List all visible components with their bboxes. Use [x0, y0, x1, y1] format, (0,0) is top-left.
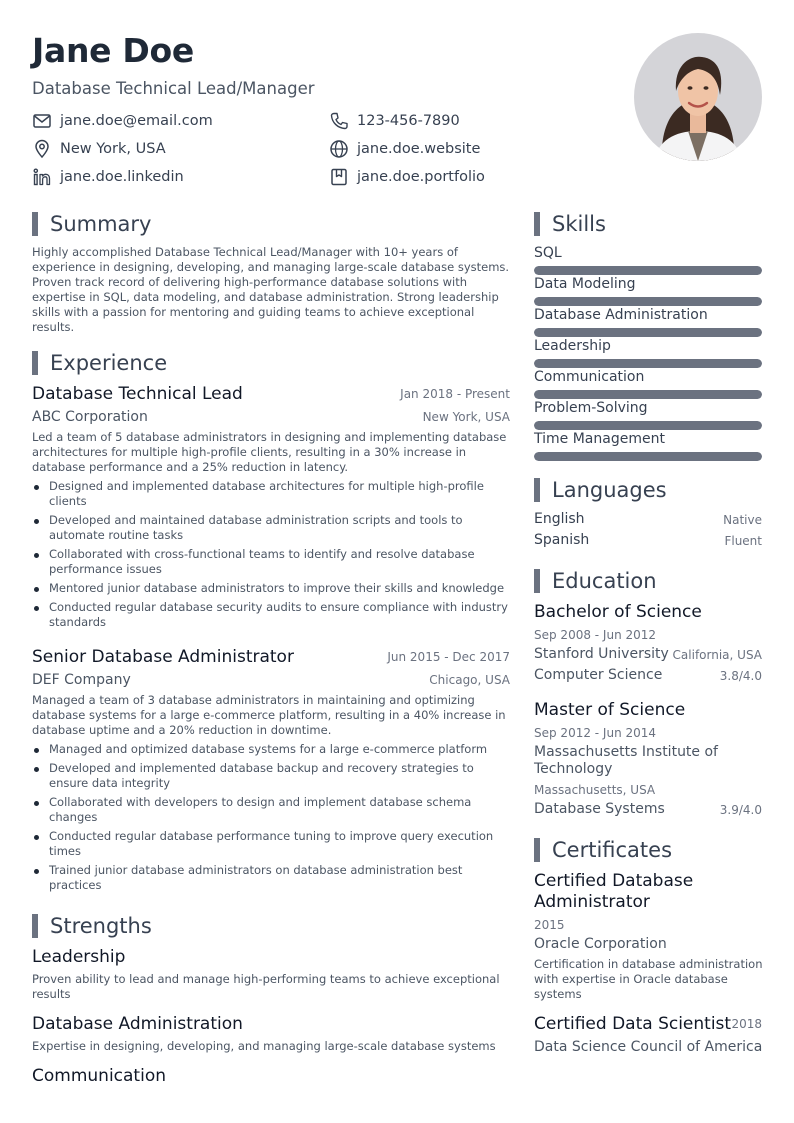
job-title: Database Technical Lead: [32, 384, 243, 404]
section-marker: [32, 351, 38, 375]
skill-level-fill: [534, 452, 762, 461]
language-level: Fluent: [724, 534, 762, 548]
list-item: Mentored junior database administrators to improve their skills and knowledge: [32, 581, 510, 596]
degree-field: Database Systems: [534, 801, 665, 817]
skill-bar: [534, 421, 762, 430]
certificate-year: 2015: [534, 918, 565, 932]
certificate-name: Certified Database Administrator: [534, 871, 694, 912]
globe-icon: [329, 139, 349, 159]
certificate-description: Certification in database administration with expertise in Oracle database systems: [534, 957, 763, 1001]
job-description: Led a team of 5 database administrators in designing and implementing database architectures for multiple high-profile clients, resulting in a 30% increase in database performance and a 25% reduction in latency.: [32, 430, 507, 474]
job-company: DEF Company: [32, 672, 131, 688]
skill-level-fill: [534, 359, 762, 368]
skill-level-fill: [534, 297, 762, 306]
job-bullets: [32, 479, 510, 634]
skill-name: Database Administration: [534, 307, 708, 323]
school-location: Massachusetts, USA: [534, 783, 656, 797]
skill-bar: [534, 359, 762, 368]
job-location: New York, USA: [422, 410, 510, 424]
location-pin-icon: [32, 139, 52, 159]
mail-icon: [32, 111, 52, 131]
contact-phone[interactable]: [329, 111, 460, 131]
section-marker: [32, 212, 38, 236]
degree-field: Computer Science: [534, 667, 663, 683]
strengths-title: Strengths: [50, 914, 152, 938]
certificates-heading: [534, 838, 672, 862]
job-dates: Jun 2015 - Dec 2017: [387, 650, 510, 664]
skill-name: Leadership: [534, 338, 611, 354]
skill-name: Time Management: [534, 431, 665, 447]
contact-location: [32, 139, 166, 159]
section-marker: [534, 569, 540, 593]
contact-portfolio[interactable]: [329, 167, 485, 187]
strength-text: Expertise in designing, developing, and managing large-scale database systems: [32, 1039, 496, 1053]
skill-name: Problem-Solving: [534, 400, 648, 416]
strength-text: Proven ability to lead and manage high-performing teams to achieve exceptional results: [32, 972, 500, 1001]
contact-phone-text: 123-456-7890: [357, 113, 460, 129]
job-company: ABC Corporation: [32, 409, 148, 425]
contact-email-text: jane.doe@email.com: [60, 113, 213, 129]
school-location: California, USA: [672, 648, 762, 662]
linkedin-icon: [32, 167, 52, 187]
degree-dates: Sep 2012 - Jun 2014: [534, 726, 657, 740]
contact-portfolio-text: jane.doe.portfolio: [357, 169, 485, 185]
job-description: Managed a team of 3 database administrators in maintaining and optimizing database systems for a large e-commerce platform, resulting in a 40% increase in database uptime and a 20% reduction in downtime.: [32, 693, 506, 737]
strength-title: Leadership: [32, 947, 126, 967]
summary-text: Highly accomplished Database Technical Lead/Manager with 10+ years of experience in designing, developing, and managing large-scale database systems. Proven track record of delivering high-performance database solutions with expertise in SQL, data modeling, and database administration. Strong leadership skills with a passion for mentoring and guiding teams to achieve exceptional results.: [32, 245, 510, 334]
degree-title: Bachelor of Science: [534, 602, 702, 622]
list-item: Collaborated with cross-functional teams to identify and resolve database performance issues: [32, 547, 510, 577]
skill-bar: [534, 297, 762, 306]
job-title: Senior Database Administrator: [32, 647, 294, 667]
summary-title: Summary: [50, 212, 152, 236]
profile-photo: [634, 33, 762, 161]
list-item: Developed and implemented database backup and recovery strategies to ensure data integrity: [32, 761, 510, 791]
list-item: Conducted regular database performance tuning to improve query execution times: [32, 829, 510, 859]
strengths-heading: [32, 914, 152, 938]
skills-heading: [534, 212, 606, 236]
job-bullets: [32, 742, 510, 897]
skill-bar: [534, 452, 762, 461]
school-name: Massachusetts Institute of Technology: [534, 744, 718, 777]
language-level: Native: [723, 513, 762, 527]
list-item: Designed and implemented database architectures for multiple high-profile clients: [32, 479, 510, 509]
list-item: Conducted regular database security audits to ensure compliance with industry standards: [32, 600, 510, 630]
language-name: English: [534, 511, 585, 527]
education-title: Education: [552, 569, 657, 593]
language-name: Spanish: [534, 532, 590, 548]
degree-title: Master of Science: [534, 700, 686, 720]
skills-title: Skills: [552, 212, 606, 236]
skill-level-fill: [534, 390, 762, 399]
phone-icon: [329, 111, 349, 131]
contact-email[interactable]: [32, 111, 213, 131]
degree-dates: Sep 2008 - Jun 2012: [534, 628, 657, 642]
skill-bar: [534, 328, 762, 337]
contact-website[interactable]: [329, 139, 480, 159]
list-item: Trained junior database administrators on database administration best practices: [32, 863, 510, 893]
list-item: Managed and optimized database systems for a large e-commerce platform: [32, 742, 510, 757]
section-marker: [534, 838, 540, 862]
bookmark-icon: [329, 167, 349, 187]
skill-name: Communication: [534, 369, 645, 385]
summary-heading: [32, 212, 151, 236]
skill-name: Data Modeling: [534, 276, 636, 292]
school-name: Stanford University: [534, 646, 669, 662]
certificate-year: 2018: [731, 1017, 762, 1031]
education-heading: [534, 569, 657, 593]
degree-gpa: 3.8/4.0: [719, 669, 762, 683]
skill-level-fill: [534, 328, 762, 337]
job-location: Chicago, USA: [429, 673, 510, 687]
list-item: Collaborated with developers to design and implement database schema changes: [32, 795, 510, 825]
experience-title: Experience: [50, 351, 168, 375]
section-marker: [534, 478, 540, 502]
skill-name: SQL: [534, 245, 562, 261]
skill-level-fill: [534, 421, 762, 430]
job-dates: Jan 2018 - Present: [400, 387, 510, 401]
degree-gpa: 3.9/4.0: [719, 803, 762, 817]
candidate-name: Jane Doe: [32, 31, 194, 70]
list-item: Developed and maintained database administration scripts and tools to automate routine tasks: [32, 513, 510, 543]
contact-linkedin[interactable]: [32, 167, 184, 187]
contact-location-text: New York, USA: [60, 141, 166, 157]
certificate-issuer: Data Science Council of America: [534, 1039, 763, 1055]
contact-linkedin-text: jane.doe.linkedin: [60, 169, 184, 185]
contact-website-text: jane.doe.website: [357, 141, 481, 157]
certificate-issuer: Oracle Corporation: [534, 936, 667, 952]
candidate-headline: Database Technical Lead/Manager: [32, 79, 315, 98]
skill-level-fill: [534, 266, 762, 275]
experience-heading: [32, 351, 167, 375]
skill-bar: [534, 266, 762, 275]
strength-title: Communication: [32, 1066, 166, 1086]
certificate-name: Certified Data Scientist: [534, 1014, 732, 1034]
certificates-title: Certificates: [552, 838, 673, 862]
strength-title: Database Administration: [32, 1014, 243, 1034]
section-marker: [534, 212, 540, 236]
skill-bar: [534, 390, 762, 399]
languages-heading: [534, 478, 667, 502]
section-marker: [32, 914, 38, 938]
languages-title: Languages: [552, 478, 667, 502]
